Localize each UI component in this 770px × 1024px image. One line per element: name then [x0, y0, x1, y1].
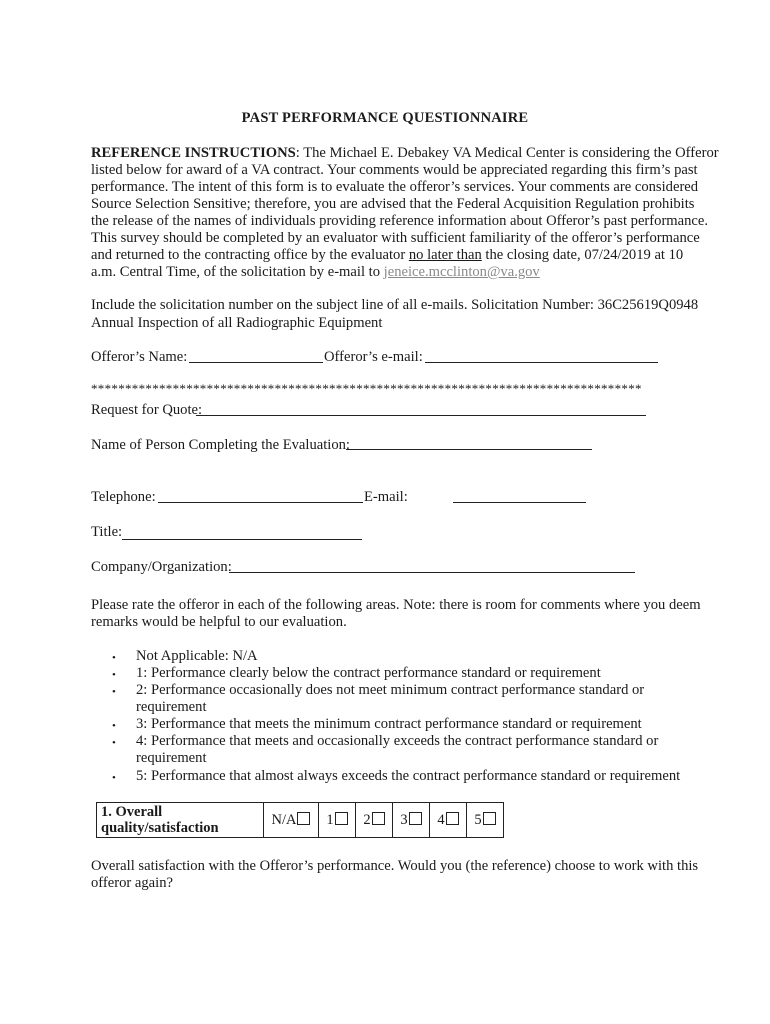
rating-option-3[interactable]: 3 — [393, 803, 430, 838]
bullet-icon: • — [112, 720, 116, 732]
solicitation-description: Annual Inspection of all Radiographic Equipment — [91, 315, 383, 331]
page-title: PAST PERFORMANCE QUESTIONNAIRE — [241, 110, 529, 126]
instructions-line-4: Source Selection Sensitive; therefore, you are advised that the Federal Acquisition Regulation prohibits — [91, 196, 695, 212]
rating-option-2[interactable]: 2 — [356, 803, 393, 838]
evaluator-name-field[interactable] — [346, 449, 592, 450]
telephone-label: Telephone: — [91, 489, 156, 505]
instructions-line-6: This survey should be completed by an evaluator with sufficient familiarity of the offeror’s performance — [91, 230, 700, 246]
rating-option-4[interactable]: 4 — [430, 803, 467, 838]
scale-item-4: 4: Performance that meets and occasionally exceeds the contract performance standard or — [136, 733, 659, 749]
criterion-label-line-1: 1. Overall — [101, 804, 163, 820]
scale-item-1: 1: Performance clearly below the contract performance standard or requirement — [136, 665, 601, 681]
company-label: Company/Organization: — [91, 559, 232, 575]
checkbox-icon[interactable] — [297, 812, 310, 825]
contact-email-link[interactable]: jeneice.mcclinton@va.gov — [383, 264, 540, 280]
scale-item-3: 3: Performance that meets the minimum contract performance standard or requirement — [136, 716, 642, 732]
evaluator-email-label: E-mail: — [364, 489, 408, 505]
criterion-label-line-2: quality/satisfaction — [101, 820, 219, 836]
scale-item-2: 2: Performance occasionally does not meet minimum contract performance standard or — [136, 682, 645, 698]
rating-row-overall — [97, 803, 504, 838]
rating-option-na[interactable]: N/A — [264, 803, 319, 838]
rating-table — [96, 802, 504, 838]
bullet-icon: • — [112, 772, 116, 784]
rating-option-1[interactable]: 1 — [319, 803, 356, 838]
scale-item-5: 5: Performance that almost always exceeds the contract performance standard or requirement — [136, 768, 681, 784]
deadline-emphasis: no later than — [408, 247, 482, 263]
separator-stars: ********************************************************************************* — [91, 381, 642, 396]
bullet-icon: • — [112, 652, 116, 664]
instructions-line-7b: the closing date, 07/24/2019 at 10 — [481, 247, 684, 263]
bullet-icon: • — [112, 669, 116, 681]
checkbox-icon[interactable] — [335, 812, 348, 825]
rating-intro-line-1: Please rate the offeror in each of the following areas. Note: there is room for comments where you deem — [91, 597, 701, 613]
rating-intro-line-2: remarks would be helpful to our evaluation. — [91, 614, 347, 630]
telephone-field[interactable] — [158, 502, 363, 503]
checkbox-icon[interactable] — [409, 812, 422, 825]
title-field[interactable] — [122, 539, 362, 540]
checkbox-icon[interactable] — [372, 812, 385, 825]
title-label: Title: — [91, 524, 123, 540]
evaluator-name-label: Name of Person Completing the Evaluation: — [91, 437, 350, 453]
scale-item-na: Not Applicable: N/A — [136, 648, 258, 664]
question-line-1: Overall satisfaction with the Offeror’s performance. Would you (the reference) choose to work with this — [91, 858, 699, 874]
instructions-label: REFERENCE INSTRUCTIONS — [91, 145, 296, 161]
bullet-icon: • — [112, 737, 116, 749]
instructions-line-1: : The Michael E. Debakey VA Medical Center is considering the Offeror — [295, 145, 719, 161]
evaluator-email-field[interactable] — [453, 502, 586, 503]
rating-option-5[interactable]: 5 — [467, 803, 504, 838]
instructions-line-5: the release of the names of individuals providing reference information about Offeror’s past performance. — [91, 213, 709, 229]
solicitation-line: Include the solicitation number on the subject line of all e-mails. Solicitation Number: 36C25619Q0948 — [91, 297, 699, 313]
instructions-line-8: a.m. Central Time, of the solicitation by e-mail to — [91, 264, 384, 280]
scale-item-4-cont: requirement — [136, 750, 207, 766]
offeror-name-field[interactable] — [189, 362, 323, 363]
instructions-line-2: listed below for award of a VA contract. Your comments would be appreciated regarding this firm’s past — [91, 162, 698, 178]
instructions-line-7a: and returned to the contracting office by the evaluator — [91, 247, 409, 263]
bullet-icon: • — [112, 686, 116, 698]
checkbox-icon[interactable] — [446, 812, 459, 825]
scale-item-2-cont: requirement — [136, 699, 207, 715]
criterion-cell — [97, 803, 264, 838]
offeror-email-field[interactable] — [425, 362, 658, 363]
rfq-field[interactable] — [196, 415, 646, 416]
checkbox-icon[interactable] — [483, 812, 496, 825]
instructions-line-3: performance. The intent of this form is to evaluate the offeror’s services. Your comments are considered — [91, 179, 699, 195]
offeror-name-label: Offeror’s Name: — [91, 349, 188, 365]
rfq-label: Request for Quote: — [91, 402, 203, 418]
company-field[interactable] — [229, 572, 635, 573]
question-line-2: offeror again? — [91, 875, 173, 891]
offeror-email-label: Offeror’s e-mail: — [324, 349, 423, 365]
